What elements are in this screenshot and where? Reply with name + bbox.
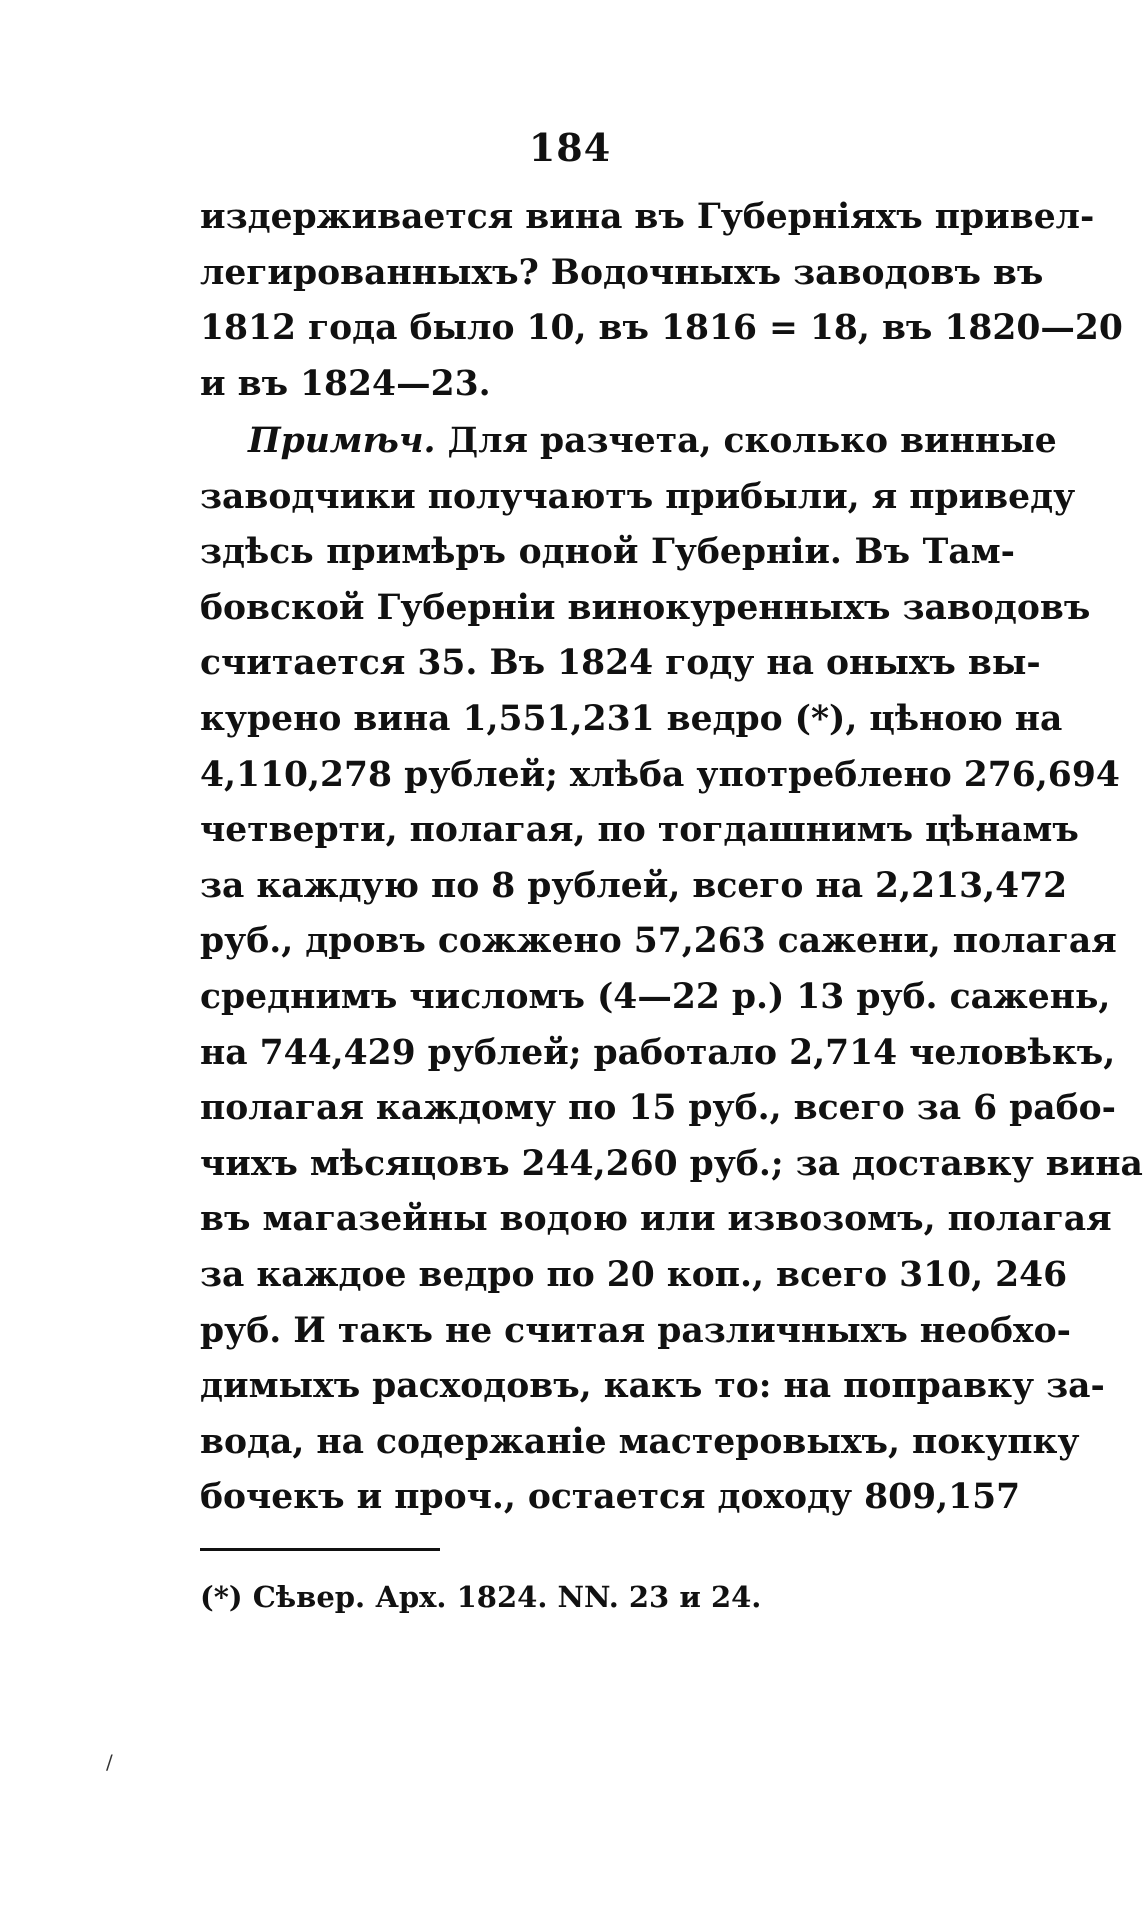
text-line: легированныхъ? Водочныхъ заводовъ въ xyxy=(200,252,1044,293)
text-line: издерживается вина въ Губерніяхъ привел- xyxy=(200,197,1095,237)
text-line: четверти, полагая, по тогдашнимъ цѣнамъ xyxy=(200,810,1079,851)
text-line: димыхъ расходовъ, какъ то: на поправку за- xyxy=(200,1366,1105,1407)
text-line: и въ 1824—23. xyxy=(200,363,491,404)
text-line: чихъ мѣсяцовъ 244,260 руб.; за доставку вина xyxy=(200,1143,1143,1184)
text-line: курено вина 1,551,231 ведро (*), цѣною на xyxy=(200,698,1063,739)
text-line: среднимъ числомъ (4—22 р.) 13 руб. сажень, xyxy=(200,976,1111,1017)
text-line: 1812 года было 10, въ 1816 = 18, въ 1820—20 xyxy=(200,308,1123,349)
text-line: руб., дровъ сожжено 57,263 сажени, полагая xyxy=(200,921,1117,962)
text-line: за каждое ведро по 20 коп., всего 310, 246 xyxy=(200,1254,1068,1295)
text-line-rest: Для разчета, сколько винные xyxy=(447,421,1057,461)
text-line: здѣсь примѣръ одной Губерніи. Въ Там- xyxy=(200,532,1015,573)
text-line: на 744,429 рублей; работало 2,714 человѣкъ, xyxy=(200,1032,1116,1073)
text-line: полагая каждому по 15 руб., всего за 6 рабо- xyxy=(200,1088,1116,1129)
footnote-divider xyxy=(200,1548,440,1551)
footnote: (*) Сѣвер. Арх. 1824. NN. 23 и 24. xyxy=(200,1580,762,1614)
text-line: бовской Губерніи винокуренныхъ заводовъ xyxy=(200,587,1091,628)
text-line: 4,110,278 рублей; хлѣба употреблено 276,694 xyxy=(200,754,1120,795)
text-line: считается 35. Въ 1824 году на оныхъ вы- xyxy=(200,643,1041,684)
text-line: за каждую по 8 рублей, всего на 2,213,472 xyxy=(200,865,1068,906)
text-line: заводчики получаютъ прибыли, я приведу xyxy=(200,476,1076,517)
page-number: 184 xyxy=(528,125,612,170)
print-speck: / xyxy=(106,1750,113,1774)
note-heading: Примѣч. xyxy=(248,421,436,461)
text-line: руб. И такъ не считая различныхъ необхо- xyxy=(200,1310,1071,1351)
text-line: бочекъ и проч., остается доходу 809,157 xyxy=(200,1477,1021,1518)
paragraph-1 xyxy=(200,190,1123,412)
paragraph-2 xyxy=(200,414,1143,1526)
paragraph-first-line xyxy=(200,414,1057,470)
text-line: въ магазейны водою или извозомъ, полагая xyxy=(200,1199,1112,1240)
text-line: вода, на содержаніе мастеровыхъ, покупку xyxy=(200,1421,1080,1462)
